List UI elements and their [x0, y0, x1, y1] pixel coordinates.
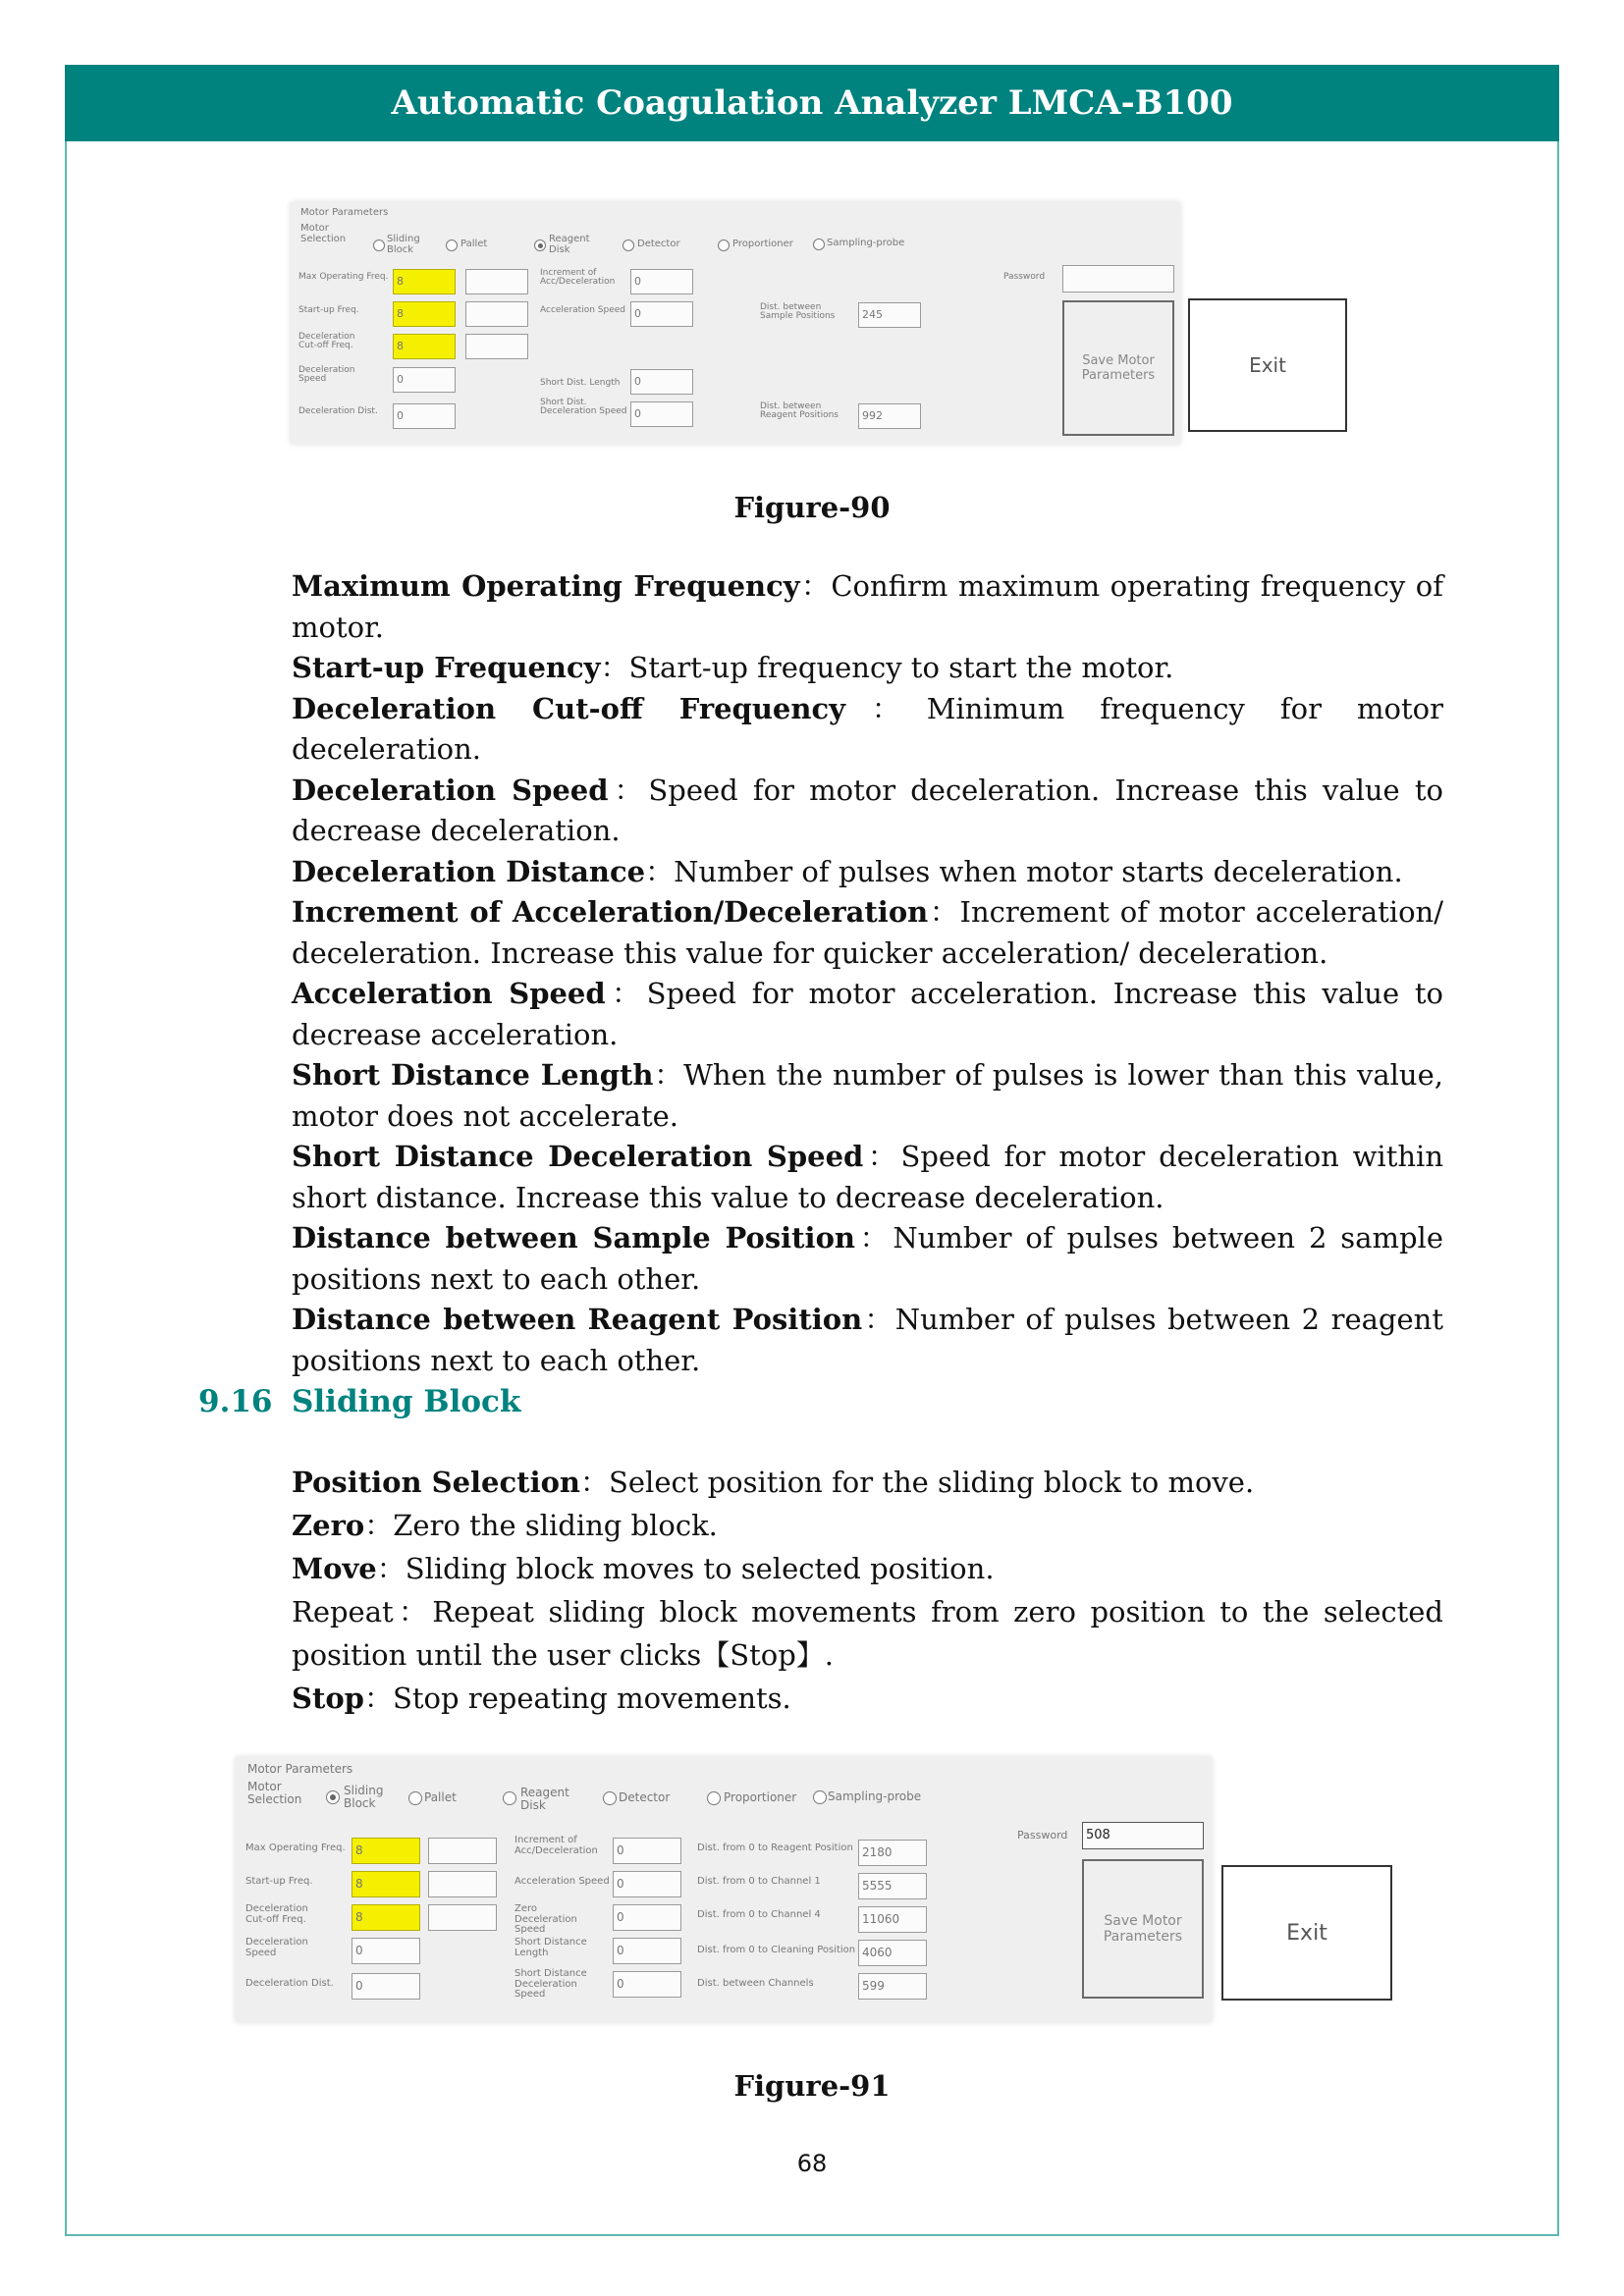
short-dist-decel-speed-field[interactable]: 0	[630, 401, 693, 427]
radio-label: Sampling-probe	[827, 238, 905, 248]
password-label: Password	[1017, 1829, 1068, 1842]
definition-text: Increment of motor acceleration/ deceleration. Increase this value for quicker acceleration/ deceleration.	[292, 895, 1443, 970]
sliding-item: Move：Sliding block moves to selected position.	[292, 1552, 995, 1585]
radio-label: Detector	[637, 239, 680, 249]
dist-channel-1-field[interactable]: 5555	[858, 1873, 927, 1899]
decel-dist-field[interactable]: 0	[393, 403, 456, 429]
dist-cleaning-position-field[interactable]: 4060	[858, 1940, 927, 1966]
field-label: Dist. from 0 to Channel 1	[697, 1876, 821, 1887]
exit-button[interactable]	[1221, 1865, 1392, 2001]
definition-term: Maximum Operating Frequency	[292, 569, 800, 603]
group-title: Motor Parameters	[247, 1762, 353, 1776]
item-term: Repeat	[292, 1595, 394, 1629]
radio-sampling-probe[interactable]	[813, 1790, 827, 1804]
definition-text: Number of pulses between 2 reagent positions next to each other.	[292, 1303, 1443, 1377]
definition-text: Confirm maximum operating frequency of motor.	[292, 569, 1443, 644]
radio-label: Reagent Disk	[549, 234, 590, 255]
field-label: Acceleration Speed	[514, 1876, 610, 1887]
save-motor-parameters-button[interactable]	[1062, 300, 1174, 436]
definition-term: Start-up Frequency	[292, 651, 601, 684]
radio-pallet[interactable]	[446, 240, 458, 251]
field-label: Max Operating Freq.	[298, 272, 389, 282]
decel-cutoff-freq-aux[interactable]	[428, 1904, 497, 1931]
definition-term: Distance between Reagent Position	[292, 1303, 863, 1336]
startup-freq-aux[interactable]	[428, 1871, 497, 1897]
definition-term: Deceleration Cut-off Frequency	[292, 691, 845, 725]
definition-text: When the number of pulses is lower than this value, motor does not accelerate.	[292, 1058, 1443, 1133]
accel-speed-field[interactable]: 0	[630, 301, 693, 327]
sliding-block-list	[292, 1461, 1443, 1720]
field-label: Short Dist. Length	[540, 378, 621, 388]
definition-item: Short Distance Length：When the number of pulses is lower than this value, motor does not accelerate.	[292, 1058, 1443, 1133]
field-label: Deceleration Speed	[298, 365, 355, 385]
page-header	[65, 65, 1559, 141]
definition-term: Deceleration Distance	[292, 854, 646, 888]
field-label: Deceleration Dist.	[298, 406, 378, 416]
radio-label: Sampling-probe	[828, 1789, 922, 1803]
short-distance-length-field[interactable]: 0	[613, 1938, 681, 1964]
field-label: Deceleration Speed	[245, 1937, 308, 1958]
dist-sample-positions-field[interactable]: 245	[858, 302, 921, 328]
definitions-list	[292, 566, 1443, 1381]
max-operating-freq-aux[interactable]	[428, 1838, 497, 1864]
definition-text: Number of pulses between 2 sample positions next to each other.	[292, 1221, 1443, 1296]
group-title: Motor Parameters	[300, 207, 389, 218]
short-distance-decel-speed-field[interactable]: 0	[613, 1971, 681, 1998]
item-term: Move	[292, 1552, 377, 1585]
save-motor-parameters-button[interactable]	[1082, 1859, 1204, 1999]
item-text: Zero the sliding block.	[393, 1509, 718, 1542]
increment-accel-field[interactable]: 0	[613, 1838, 681, 1864]
field-label: Dist. from 0 to Cleaning Position	[697, 1945, 856, 1955]
figure-90-caption: Figure-90	[733, 491, 891, 524]
definition-text: Number of pulses when motor starts deceleration.	[674, 854, 1403, 888]
motor-selection-label: Motor Selection	[300, 223, 347, 244]
radio-detector[interactable]	[623, 240, 634, 251]
definition-item: Distance between Sample Position：Number of pulses between 2 sample positions next to each other.	[292, 1221, 1443, 1296]
field-label: Start-up Freq.	[298, 305, 359, 315]
definition-text: Minimum frequency for motor deceleration.	[292, 691, 1443, 766]
definition-term: Short Distance Length	[292, 1058, 654, 1092]
definition-item: Deceleration Cut-off Frequency：Minimum frequency for motor deceleration.	[292, 691, 1443, 766]
definition-text: Speed for motor deceleration within short distance. Increase this value to decrease deceleration.	[292, 1140, 1443, 1214]
definition-item: Start-up Frequency：Start-up frequency to start the motor.	[292, 651, 1174, 684]
short-dist-length-field[interactable]: 0	[630, 369, 693, 395]
exit-button[interactable]	[1188, 298, 1347, 432]
section-number: 9.16	[198, 1384, 273, 1419]
definition-item: Distance between Reagent Position：Number of pulses between 2 reagent positions next to each other.	[292, 1303, 1443, 1377]
decel-cutoff-freq-field[interactable]: 8	[393, 334, 456, 359]
definition-text: Speed for motor deceleration. Increase this value to decrease deceleration.	[292, 773, 1443, 847]
radio-reagent-disk[interactable]	[534, 240, 546, 251]
sliding-item: Repeat：Repeat sliding block movements from zero position to the selected position until the user clicks【Stop】.	[292, 1595, 1443, 1672]
definition-term: Short Distance Deceleration Speed	[292, 1140, 864, 1173]
password-input[interactable]: 508	[1082, 1822, 1204, 1849]
radio-label: Proportioner	[732, 239, 793, 249]
field-label: Short Distance Length	[514, 1937, 587, 1958]
definition-item: Increment of Acceleration/Deceleration：Increment of motor acceleration/ deceleration. Increase this value for quicker acceleration/ deceleration.	[292, 895, 1443, 970]
field-label: Dist. from 0 to Reagent Position	[697, 1842, 853, 1853]
decel-cutoff-freq-field[interactable]: 8	[352, 1904, 420, 1931]
item-text: Select position for the sliding block to move.	[609, 1466, 1255, 1499]
radio-pallet[interactable]	[408, 1791, 422, 1805]
item-text: Sliding block moves to selected position.	[405, 1552, 995, 1585]
field-label: Dist. between Sample Positions	[760, 302, 836, 322]
radio-sampling-probe[interactable]	[813, 239, 825, 250]
item-term: Position Selection	[292, 1466, 581, 1499]
definition-item: Deceleration Speed：Speed for motor deceleration. Increase this value to decrease deceleration.	[292, 773, 1443, 847]
decel-cutoff-freq-aux[interactable]	[465, 334, 528, 359]
sliding-item: Position Selection：Select position for the sliding block to move.	[292, 1466, 1255, 1499]
radio-detector[interactable]	[603, 1791, 617, 1805]
radio-label: Sliding Block	[344, 1784, 384, 1810]
field-label: Zero Deceleration Speed	[514, 1903, 577, 1935]
field-label: Deceleration Cut-off Freq.	[298, 332, 355, 351]
figure-90-screenshot	[291, 202, 1180, 444]
definition-item: Maximum Operating Frequency：Confirm maximum operating frequency of motor.	[292, 569, 1443, 644]
field-label: Short Distance Deceleration Speed	[514, 1968, 587, 2000]
max-operating-freq-field[interactable]: 8	[352, 1838, 420, 1864]
field-label: Increment of Acc/Deceleration	[540, 268, 616, 288]
radio-sliding-block[interactable]	[373, 240, 385, 251]
definition-term: Distance between Sample Position	[292, 1221, 855, 1255]
field-label: Dist. from 0 to Channel 4	[697, 1909, 821, 1920]
zero-decel-speed-field[interactable]: 0	[613, 1904, 681, 1931]
radio-proportioner[interactable]	[718, 240, 730, 251]
field-label: Dist. between Channels	[697, 1978, 814, 1989]
dist-reagent-positions-field[interactable]: 992	[858, 403, 921, 429]
decel-dist-field[interactable]: 0	[352, 1973, 420, 2000]
max-operating-freq-field[interactable]: 8	[393, 269, 456, 294]
radio-sliding-block[interactable]	[326, 1790, 340, 1804]
item-term: Zero	[292, 1509, 365, 1542]
accel-speed-field[interactable]: 0	[613, 1871, 681, 1897]
field-label: Deceleration Dist.	[245, 1978, 334, 1989]
dist-between-channels-field[interactable]: 599	[858, 1973, 927, 2000]
radio-label: Reagent Disk	[520, 1786, 569, 1812]
radio-label: Detector	[619, 1790, 671, 1804]
field-label: Acceleration Speed	[540, 305, 625, 315]
definition-text: Speed for motor acceleration. Increase this value to decrease acceleration.	[292, 977, 1443, 1051]
field-label: Max Operating Freq.	[245, 1842, 346, 1853]
exit-button-label: Exit	[1286, 1920, 1327, 1946]
decel-speed-field[interactable]: 0	[393, 367, 456, 393]
save-button-label: Save Motor Parameters	[1081, 353, 1156, 383]
page-number: 68	[796, 2150, 828, 2177]
item-term: Stop	[292, 1682, 364, 1715]
field-label: Increment of Acc/Deceleration	[514, 1835, 598, 1856]
radio-label: Proportioner	[724, 1790, 797, 1804]
definition-item: Short Distance Deceleration Speed：Speed for motor deceleration within short distance. Increase this value to decrease deceleration.	[292, 1140, 1443, 1214]
section-title: Sliding Block	[292, 1384, 521, 1419]
sliding-item: Stop：Stop repeating movements.	[292, 1682, 791, 1715]
item-text: Stop repeating movements.	[392, 1682, 791, 1715]
radio-reagent-disk[interactable]	[503, 1791, 516, 1805]
item-text: Repeat sliding block movements from zero position to the selected position until the user clicks【Stop】.	[292, 1595, 1443, 1672]
motor-selection-label: Motor Selection	[247, 1780, 302, 1806]
definition-item: Acceleration Speed：Speed for motor acceleration. Increase this value to decrease acceleration.	[292, 977, 1443, 1051]
figure-91-screenshot	[236, 1757, 1212, 2022]
save-button-label: Save Motor Parameters	[1103, 1913, 1183, 1945]
radio-label: Sliding Block	[387, 234, 420, 255]
field-label: Start-up Freq.	[245, 1876, 313, 1887]
definition-item: Deceleration Distance：Number of pulses when motor starts deceleration.	[292, 854, 1403, 888]
header-title: Automatic Coagulation Analyzer LMCA-B100	[391, 83, 1233, 123]
startup-freq-field[interactable]: 8	[393, 301, 456, 327]
figure-91-caption: Figure-91	[733, 2069, 891, 2103]
password-label: Password	[1003, 272, 1046, 282]
definition-term: Deceleration Speed	[292, 773, 609, 807]
startup-freq-aux[interactable]	[465, 301, 528, 327]
definition-term: Acceleration Speed	[292, 977, 606, 1010]
radio-label: Pallet	[460, 239, 488, 249]
sliding-item: Zero：Zero the sliding block.	[292, 1509, 718, 1542]
decel-speed-field[interactable]: 0	[352, 1938, 420, 1964]
startup-freq-field[interactable]: 8	[352, 1871, 420, 1897]
field-label: Short Dist. Deceleration Speed	[540, 398, 627, 417]
field-label: Dist. between Reagent Positions	[760, 401, 839, 421]
radio-label: Pallet	[424, 1790, 457, 1804]
dist-reagent-position-field[interactable]: 2180	[858, 1840, 927, 1866]
exit-button-label: Exit	[1249, 353, 1286, 377]
radio-proportioner[interactable]	[707, 1791, 721, 1805]
increment-accel-field[interactable]: 0	[630, 269, 693, 294]
password-input[interactable]	[1062, 265, 1174, 293]
definition-text: Start-up frequency to start the motor.	[628, 651, 1174, 684]
field-label: Deceleration Cut-off Freq.	[245, 1903, 308, 1925]
max-operating-freq-aux[interactable]	[465, 269, 528, 294]
dist-channel-4-field[interactable]: 11060	[858, 1906, 927, 1933]
definition-term: Increment of Acceleration/Deceleration	[292, 895, 929, 929]
